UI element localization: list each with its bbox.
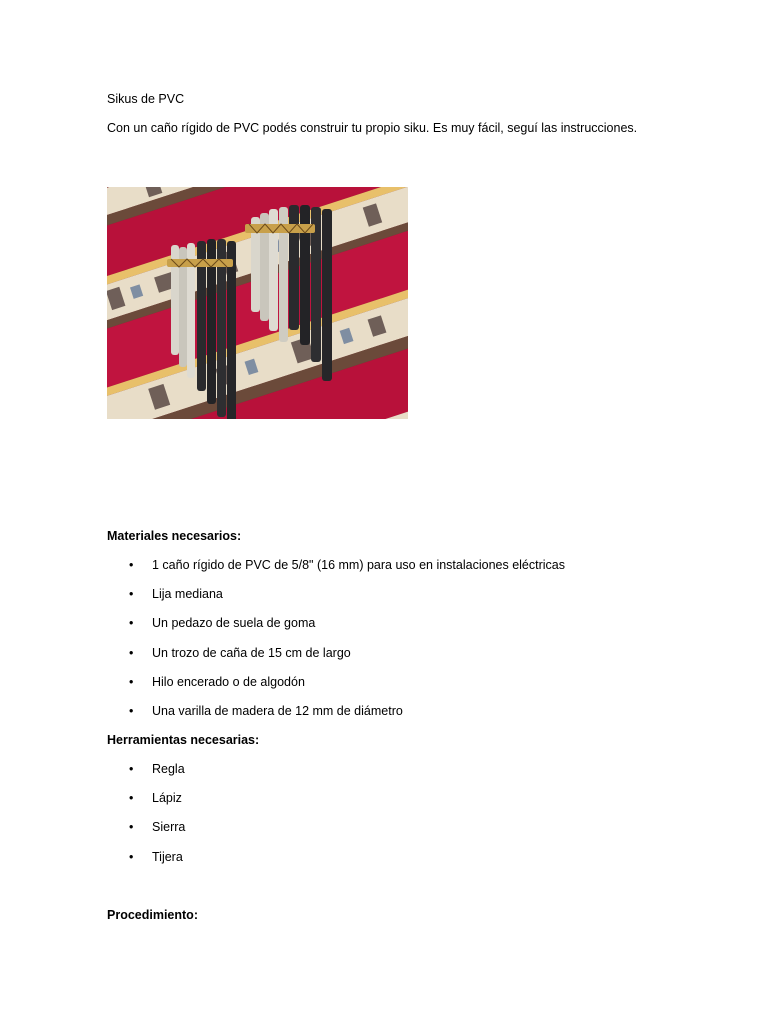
list-item-text: Lápiz	[152, 791, 182, 806]
bullet: •	[129, 587, 134, 602]
bullet: •	[129, 762, 134, 776]
list-item-text: 1 caño rígido de PVC de 5/8" (16 mm) para uso en instalaciones eléctricas	[152, 558, 565, 572]
list-item	[107, 791, 185, 820]
list-item-text: Tijera	[152, 849, 183, 864]
list-item	[107, 704, 565, 733]
bullet: •	[129, 791, 134, 806]
tools-heading: Herramientas necesarias:	[107, 733, 260, 747]
list-item	[107, 558, 565, 587]
bullet: •	[129, 674, 134, 689]
sikus-photo	[107, 187, 408, 419]
list-item	[107, 850, 185, 879]
tools-list	[107, 762, 185, 879]
materials-list	[107, 558, 565, 733]
procedure-heading: Procedimiento:	[107, 908, 198, 922]
list-item-text: Hilo encerado o de algodón	[152, 674, 305, 689]
list-item	[107, 646, 565, 675]
list-item-text: Regla	[152, 762, 185, 776]
bullet: •	[129, 645, 134, 660]
intro-paragraph: Con un caño rígido de PVC podés construir tu propio siku. Es muy fácil, seguí las instrucciones.	[107, 121, 638, 135]
list-item-text: Lija mediana	[152, 587, 223, 602]
list-item	[107, 616, 565, 645]
list-item	[107, 587, 565, 616]
bullet: •	[129, 558, 134, 572]
bullet: •	[129, 703, 134, 718]
list-item-text: Un pedazo de suela de goma	[152, 616, 316, 631]
list-item-text: Un trozo de caña de 15 cm de largo	[152, 645, 351, 660]
list-item-text: Sierra	[152, 820, 186, 835]
list-item	[107, 820, 185, 849]
list-item-text: Una varilla de madera de 12 mm de diámetro	[152, 703, 403, 718]
materials-heading: Materiales necesarios:	[107, 529, 242, 543]
bullet: •	[129, 820, 134, 835]
page-title: Sikus de PVC	[107, 92, 185, 106]
list-item	[107, 675, 565, 704]
bullet: •	[129, 849, 134, 864]
list-item	[107, 762, 185, 791]
bullet: •	[129, 616, 134, 631]
